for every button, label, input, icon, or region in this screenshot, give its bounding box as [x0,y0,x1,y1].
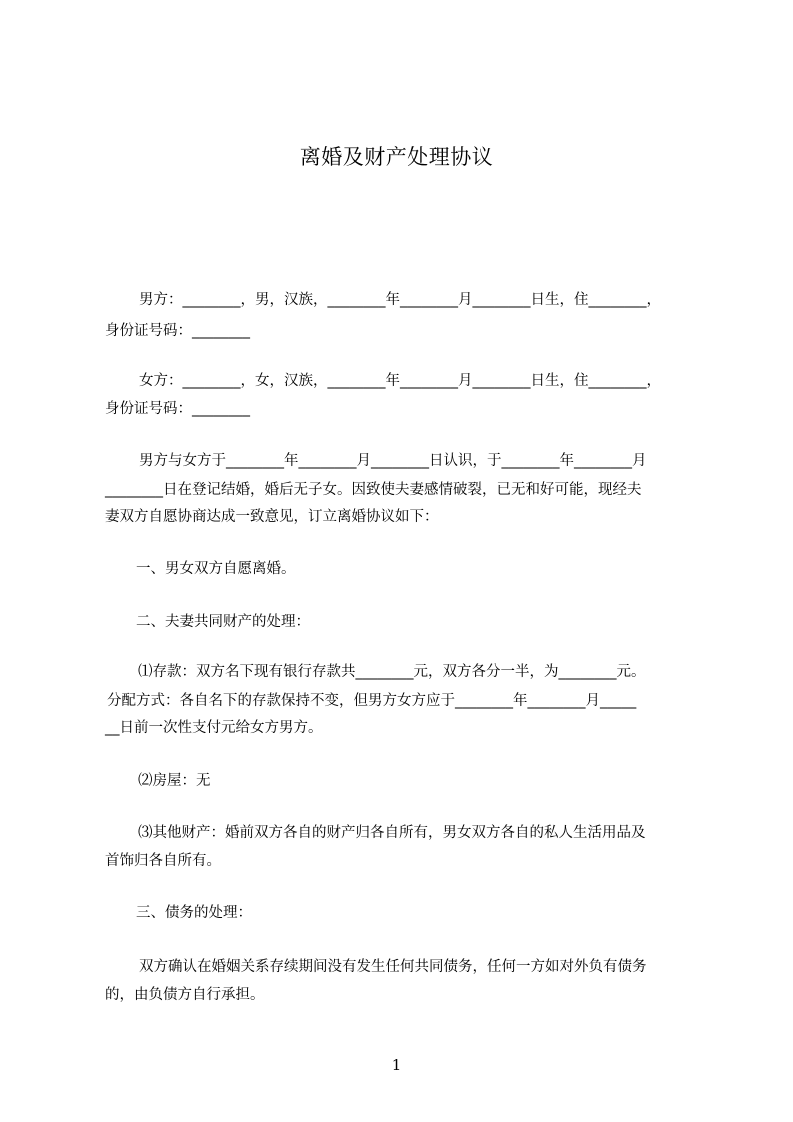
clause-one: 一、男女双方自愿离婚。 [136,561,296,577]
debt-line-2: 的，由负债方自行承担。 [105,987,265,1003]
other-property-line-2: 首饰归各自所有。 [105,853,221,869]
deposit-line-1: ⑴存款：双方名下现有银行存款共________元，双方各分一半，为________元。 [138,664,646,680]
male-party-line: 男方：________，男，汉族，________年________月________日生，住________， [139,292,661,308]
deposit-line-2: 分配方式：各自名下的存款保持不变，但男方女方应于________年________月_____ [107,693,637,709]
page-number: 1 [391,1056,402,1074]
deposit-line-3: __日前一次性支付元给女方男方。 [105,720,323,736]
female-id-line: 身份证号码：________ [105,401,250,417]
male-id-line: 身份证号码：________ [105,323,250,339]
other-property-line-1: ⑶其他财产：婚前双方各自的财产归各自所有，男女双方各自的私人生活用品及 [138,825,646,841]
debt-line-1: 双方确认在婚姻关系存续期间没有发生任何共同债务，任何一方如对外负有债务 [139,959,647,975]
document-title: 离婚及财产处理协议 [299,145,494,169]
acquaintance-line-1: 男方与女方于________年________月________日认识，于________年________月 [139,453,647,469]
clause-three-heading: 三、债务的处理： [136,905,252,921]
acquaintance-line-3: 妻双方自愿协商达成一致意见，订立离婚协议如下： [105,509,439,525]
acquaintance-line-2: ________日在登记结婚，婚后无子女。因致使夫妻感情破裂，已无和好可能，现经夫 [105,482,642,498]
clause-two-heading: 二、夫妻共同财产的处理： [136,614,310,630]
housing-line: ⑵房屋：无 [138,773,211,789]
female-party-line: 女方：________，女，汉族，________年________月________日生，住________， [139,373,661,389]
